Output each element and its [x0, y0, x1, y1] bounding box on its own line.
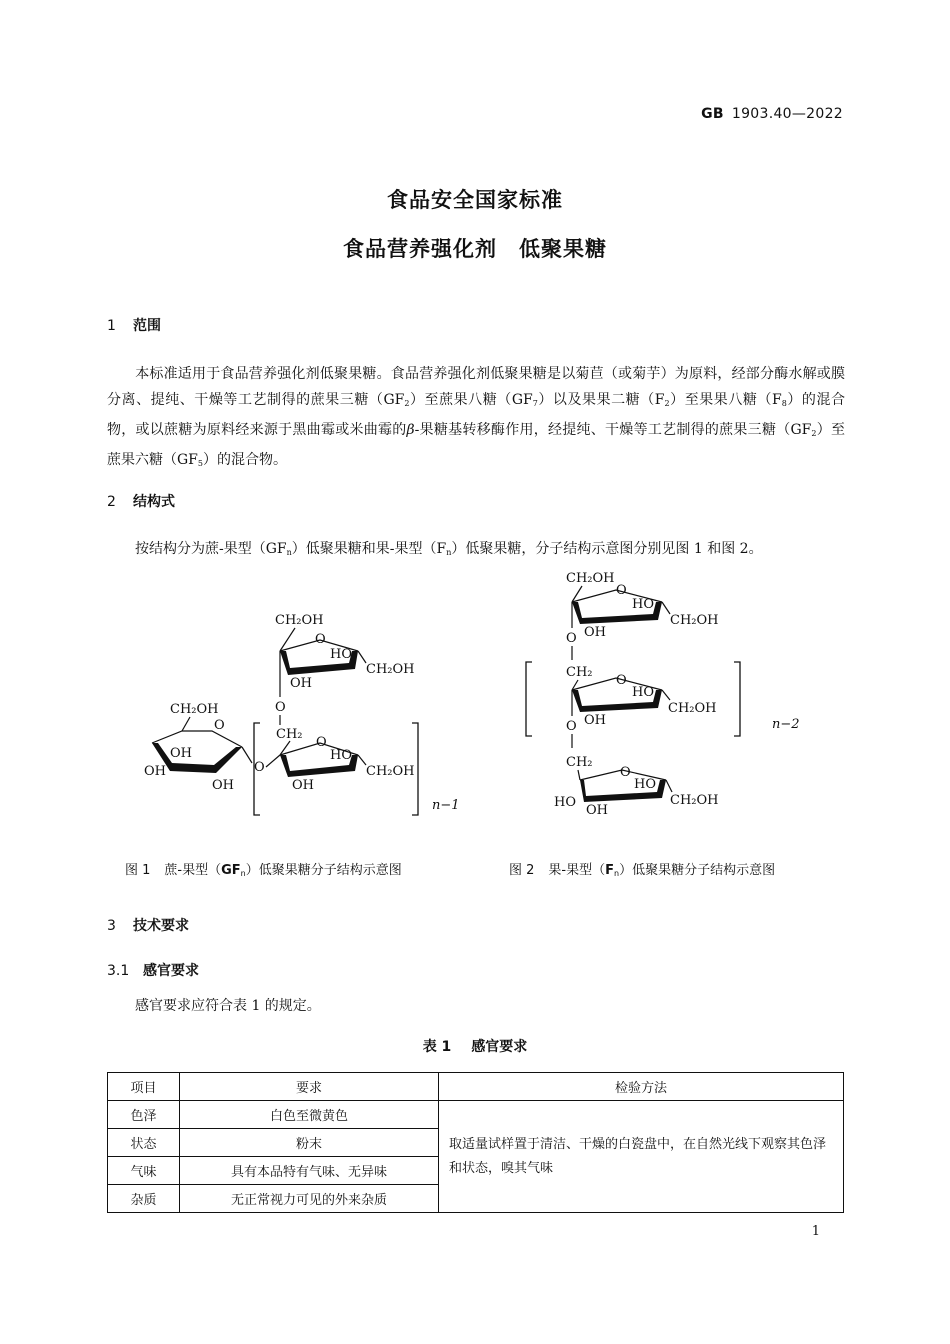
f1-top-ho: HO — [330, 647, 352, 662]
f1-top-ring-ch2oh: CH₂OH — [366, 662, 415, 677]
f1-glucose-ring-o: O — [214, 718, 225, 733]
f2-bottom-oh: OH — [586, 803, 608, 818]
header-item: 项目 — [108, 1073, 180, 1101]
f1-glucose-oh-2: OH — [144, 764, 166, 779]
figure-2-diagram — [520, 566, 820, 818]
row-item: 状态 — [108, 1129, 180, 1157]
f2-top-ch2oh: CH₂OH — [566, 571, 615, 586]
figure-1-diagram — [130, 605, 480, 820]
f2-repeat-count: n−2 — [772, 717, 800, 732]
f2-link-o-2: O — [566, 719, 577, 734]
f1-bottom-ring-o: O — [316, 735, 327, 750]
section-3-1-heading: 3.1 感官要求 — [107, 963, 199, 979]
f2-bottom-ho-left: HO — [554, 795, 576, 810]
f2-bottom-ho: HO — [634, 777, 656, 792]
row-requirement: 白色至微黄色 — [180, 1101, 439, 1129]
document-subtitle: 食品营养强化剂 低聚果糖 — [343, 237, 607, 261]
f1-glucose-oh-3: OH — [212, 778, 234, 793]
f2-top-ring-o: O — [616, 583, 627, 598]
f1-glucose-oh-1: OH — [170, 746, 192, 761]
f1-bottom-ch2oh: CH₂OH — [366, 764, 415, 779]
f1-bottom-ch2: CH₂ — [276, 727, 303, 742]
f2-middle-ring-o: O — [616, 673, 627, 688]
figure-1-caption: 图 1 蔗-果型$(GF_n)$低聚果糖分子结构示意图 — [125, 863, 402, 878]
header-requirement: 要求 — [180, 1073, 439, 1101]
section-2-heading: 2 结构式 — [107, 494, 175, 510]
document-title: 食品安全国家标准 — [387, 188, 563, 212]
f1-link-o: O — [275, 700, 286, 715]
f2-middle-oh: OH — [584, 713, 606, 728]
f1-top-ch2oh: CH₂OH — [275, 613, 324, 628]
row-item: 色泽 — [108, 1101, 180, 1129]
f1-top-oh: OH — [290, 676, 312, 691]
row-requirement: 无正常视力可见的外来杂质 — [180, 1185, 439, 1213]
sensory-intro: 感官要求应符合表 1 的规定。 — [135, 998, 321, 1014]
f2-middle-ch2oh: CH₂OH — [668, 701, 717, 716]
standard-code: 1903.40—2022 — [731, 106, 843, 122]
f1-glucose-ch2oh: CH₂OH — [170, 702, 219, 717]
row-requirement: 粉末 — [180, 1129, 439, 1157]
scope-paragraph: 本标准适用于食品营养强化剂低聚果糖。食品营养强化剂低聚果糖是以菊苣（或菊芋）为原料，经部分酶水解或膜分离、提纯、干燥等工艺制得的蔗果三糖$(GF_2)$至蔗果八糖$(GF_7)$以及果果二糖$(F_2)$至果果八糖$(F_8)$的混合物，或以蔗糖为原料经来源于黑曲霉或米曲霉的β-果糖基转移酶作用，经提纯、干燥等工艺制得的蔗果三糖$(GF_2)$至蔗果六糖$(GF_5)$的混合物。 — [107, 366, 845, 468]
standard-prefix: GB — [701, 106, 724, 122]
f2-bottom-ring-o: O — [620, 765, 631, 780]
f2-top-ho: HO — [632, 597, 654, 612]
page-number: 1 — [811, 1224, 820, 1239]
f1-bottom-ho: HO — [330, 748, 352, 763]
row-requirement: 具有本品特有气味、无异味 — [180, 1157, 439, 1185]
structure-paragraph: 按结构分为蔗-果型$(GF_n)$低聚果糖和果-果型$(F_n)$低聚果糖，分子结构示意图分别见图 1 和图 2。 — [135, 541, 763, 557]
f2-middle-ch2: CH₂ — [566, 665, 593, 680]
f1-repeat-count: n−1 — [432, 798, 460, 813]
standard-number — [701, 106, 843, 122]
row-method: 取适量试样置于清洁、干燥的白瓷盘中，在自然光线下观察其色泽和状态，嗅其气味 — [439, 1101, 844, 1213]
table-row — [108, 1101, 844, 1129]
f2-bottom-ch2oh: CH₂OH — [670, 793, 719, 808]
f1-bottom-oh: OH — [292, 778, 314, 793]
figure-2-caption: 图 2 果-果型$(F_n)$低聚果糖分子结构示意图 — [509, 863, 776, 878]
f2-middle-ho: HO — [632, 685, 654, 700]
row-item: 气味 — [108, 1157, 180, 1185]
table-1-caption: 表 1 感官要求 — [422, 1039, 528, 1055]
f2-link-o-1: O — [566, 631, 577, 646]
table-header-row — [108, 1073, 844, 1101]
sensory-requirements-table — [107, 1072, 844, 1213]
f2-top-ring-ch2oh: CH₂OH — [670, 613, 719, 628]
f1-glycosidic-o: O — [254, 760, 265, 775]
f2-bottom-ch2: CH₂ — [566, 755, 593, 770]
f1-top-ring-o: O — [315, 632, 326, 647]
section-3-heading: 3 技术要求 — [107, 918, 189, 934]
section-1-heading: 1 范围 — [107, 318, 161, 334]
f2-top-oh: OH — [584, 625, 606, 640]
row-item: 杂质 — [108, 1185, 180, 1213]
header-method: 检验方法 — [439, 1073, 844, 1101]
